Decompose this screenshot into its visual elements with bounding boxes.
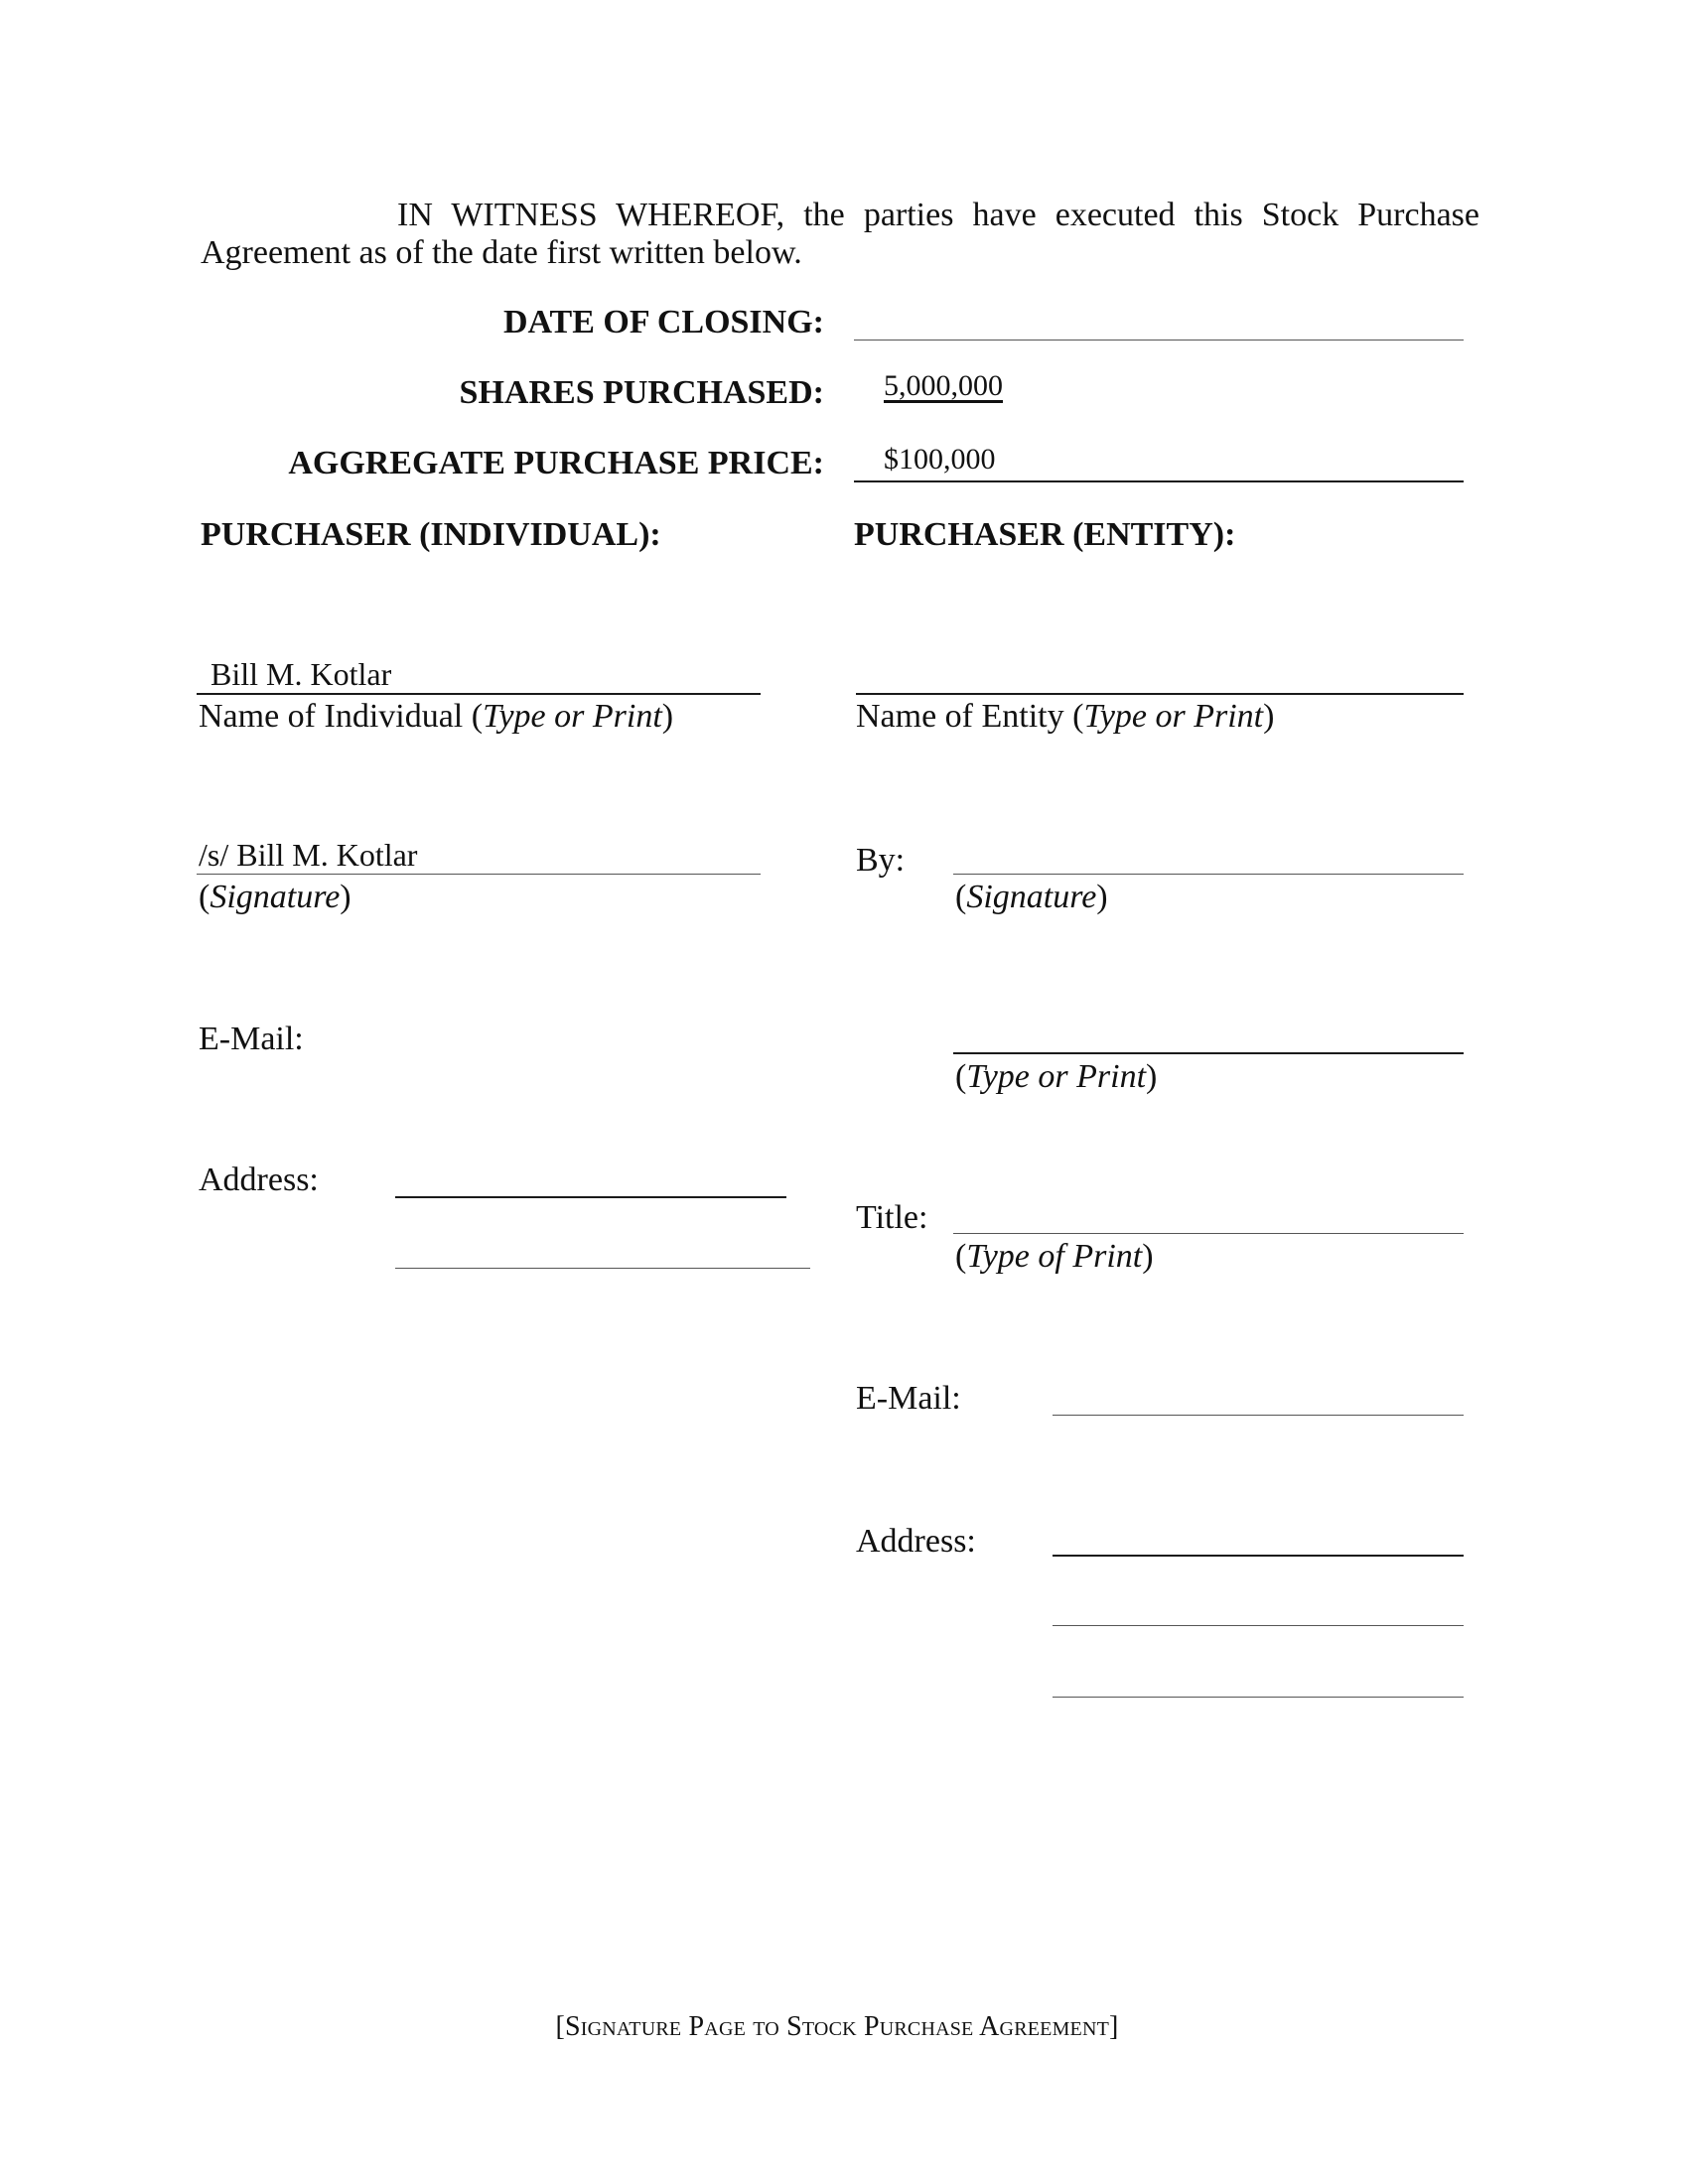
individual-name-value: Bill M. Kotlar xyxy=(211,656,392,692)
entity-name-caption xyxy=(856,700,1274,734)
entity-address-line-1 xyxy=(1053,1555,1464,1557)
individual-address-line-2 xyxy=(395,1268,810,1269)
individual-signature-caption-open: ( xyxy=(199,879,211,915)
individual-signature-caption-close: ) xyxy=(340,879,352,915)
entity-address-line-3 xyxy=(1053,1697,1464,1698)
individual-email-label: E-Mail: xyxy=(199,1021,304,1057)
aggregate-price-line xyxy=(854,480,1464,482)
entity-title-caption-close: ) xyxy=(1142,1238,1154,1275)
entity-signature-line xyxy=(953,874,1464,875)
aggregate-price-label: AGGREGATE PURCHASE PRICE: xyxy=(288,445,824,481)
witness-line-2: Agreement as of the date first written below. xyxy=(201,234,802,271)
date-of-closing-line xyxy=(854,340,1464,341)
individual-signature-value: /s/ Bill M. Kotlar xyxy=(199,837,418,873)
individual-address-label: Address: xyxy=(199,1161,319,1198)
entity-print-caption-close: ) xyxy=(1146,1058,1158,1095)
entity-print-caption xyxy=(955,1060,1157,1094)
entity-title-caption-open: ( xyxy=(955,1238,967,1275)
entity-email-label: E-Mail: xyxy=(856,1380,961,1417)
entity-name-line xyxy=(856,693,1464,695)
aggregate-price-value: $100,000 xyxy=(884,443,996,476)
shares-purchased-label: SHARES PURCHASED: xyxy=(459,374,824,411)
entity-signature-caption-close: ) xyxy=(1096,879,1108,915)
individual-signature-caption xyxy=(199,881,352,914)
individual-name-caption-italic: Type or Print xyxy=(483,698,662,735)
shares-purchased-value: 5,000,000 xyxy=(884,369,1003,402)
entity-signature-caption-open: ( xyxy=(955,879,967,915)
entity-name-caption-main: Name of Entity ( xyxy=(856,698,1084,735)
individual-name-caption xyxy=(199,700,673,734)
individual-name-caption-main: Name of Individual ( xyxy=(199,698,484,735)
entity-title-caption-italic: Type of Print xyxy=(966,1238,1143,1275)
purchaser-entity-heading: PURCHASER (ENTITY): xyxy=(854,516,1236,553)
entity-print-caption-open: ( xyxy=(955,1058,967,1095)
individual-signature-line xyxy=(197,874,761,875)
individual-signature-caption-italic: Signature xyxy=(210,879,341,915)
entity-address-label: Address: xyxy=(856,1523,976,1560)
entity-signature-caption xyxy=(955,881,1108,914)
entity-name-caption-end: ) xyxy=(1263,698,1275,735)
individual-name-line xyxy=(197,693,761,695)
entity-email-line xyxy=(1053,1415,1464,1416)
entity-print-caption-italic: Type or Print xyxy=(966,1058,1147,1095)
entity-by-label: By: xyxy=(856,842,906,879)
witness-line-1: IN WITNESS WHEREOF, the parties have executed this Stock Purchase xyxy=(397,197,1479,233)
individual-name-caption-end: ) xyxy=(661,698,674,735)
entity-title-label: Title: xyxy=(856,1199,928,1236)
signature-page-footer: [Signature Page to Stock Purchase Agreement] xyxy=(555,2011,1119,2042)
entity-signature-caption-italic: Signature xyxy=(966,879,1097,915)
purchaser-individual-heading: PURCHASER (INDIVIDUAL): xyxy=(201,516,661,553)
entity-print-line xyxy=(953,1052,1464,1054)
entity-name-caption-italic: Type or Print xyxy=(1083,698,1264,735)
entity-title-caption xyxy=(955,1240,1154,1274)
date-of-closing-label: DATE OF CLOSING: xyxy=(502,304,824,341)
entity-title-line xyxy=(953,1233,1464,1234)
entity-address-line-2 xyxy=(1053,1625,1464,1626)
individual-address-line-1 xyxy=(395,1196,786,1198)
